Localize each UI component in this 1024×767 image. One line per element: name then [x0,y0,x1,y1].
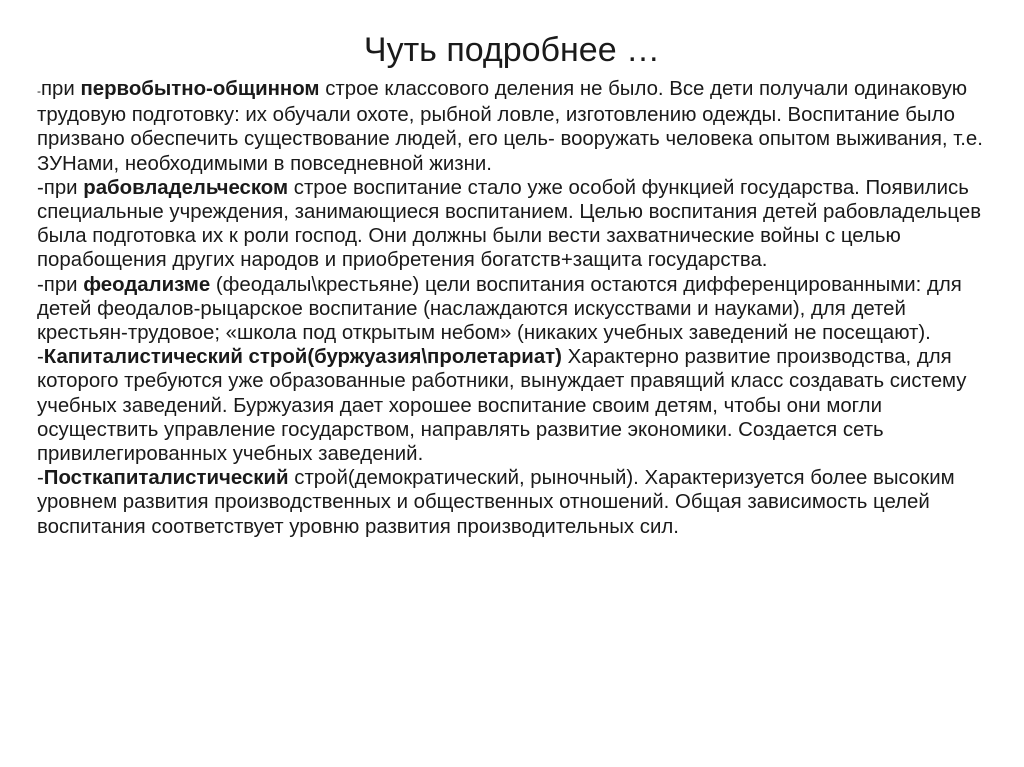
paragraph-text: строе воспитание стало уже особой функцией государства. Появились специальные учреждения, занимающиеся воспитанием. Целью воспитания детей рабовладельцев была подготовка их к роли господ. Они должны были вести захватнические войны с целью порабощения других народов и приобретения богатств+защита государства. [37,176,982,272]
paragraph-prefix: - [37,467,44,490]
paragraph-feudalism [37,273,997,346]
paragraph-post-capitalism [37,466,997,539]
paragraph-term: рабовладельческом [83,176,289,199]
paragraph-term: Капиталистический строй(буржуазия\пролетариат) [43,346,562,369]
paragraph-primitive-communal [37,77,997,176]
slide-body [37,77,997,539]
paragraph-term: феодализме [83,273,211,296]
paragraph-slave-owning [37,176,997,273]
paragraph-text: Характерно развитие производства, для которого требуются уже образованные работники, вынуждает правящий класс создавать систему учебных заведений. Буржуазия дает хорошее воспитание своим детям, чтобы они могли осуществить управление государством, направлять развитие экономики. Создается сеть привилегированных учебных заведений. [37,346,967,466]
slide-title: Чуть подробнее … [363,31,661,69]
paragraph-text: (феодалы\крестьяне) цели воспитания остаются дифференцированными: для детей феодалов-рыцарское воспитание (наслаждаются искусствами и науками), для детей крестьян-трудовое; «школа под открытым небом» (никаких учебных заведений не посещают). [37,273,962,345]
paragraph-term: первобытно-общинном [80,78,320,100]
paragraph-dash: - [37,84,41,98]
paragraph-prefix: -при [37,176,84,199]
paragraph-text: строй(демократический, рыночный). Характеризуется более высоким уровнем развития производственных и общественных отношений. Общая зависимость целей воспитания соответствует уровню развития производительных сил. [37,467,955,538]
paragraph-prefix: при [41,78,81,100]
paragraph-prefix: -при [37,273,84,296]
paragraph-term: Посткапиталистический [43,467,289,490]
paragraph-capitalism [37,345,997,466]
paragraph-prefix: - [37,346,44,369]
paragraph-text: строе классового деления не было. Все дети получали одинаковую трудовую подготовку: их обучали охоте, рыбной ловле, изготовлению одежды. Воспитание было призвано обеспечить существование людей, его цель- вооружать человека опытом выживания, т.е. ЗУНами, необходимыми в повседневной жизни. [37,78,983,175]
